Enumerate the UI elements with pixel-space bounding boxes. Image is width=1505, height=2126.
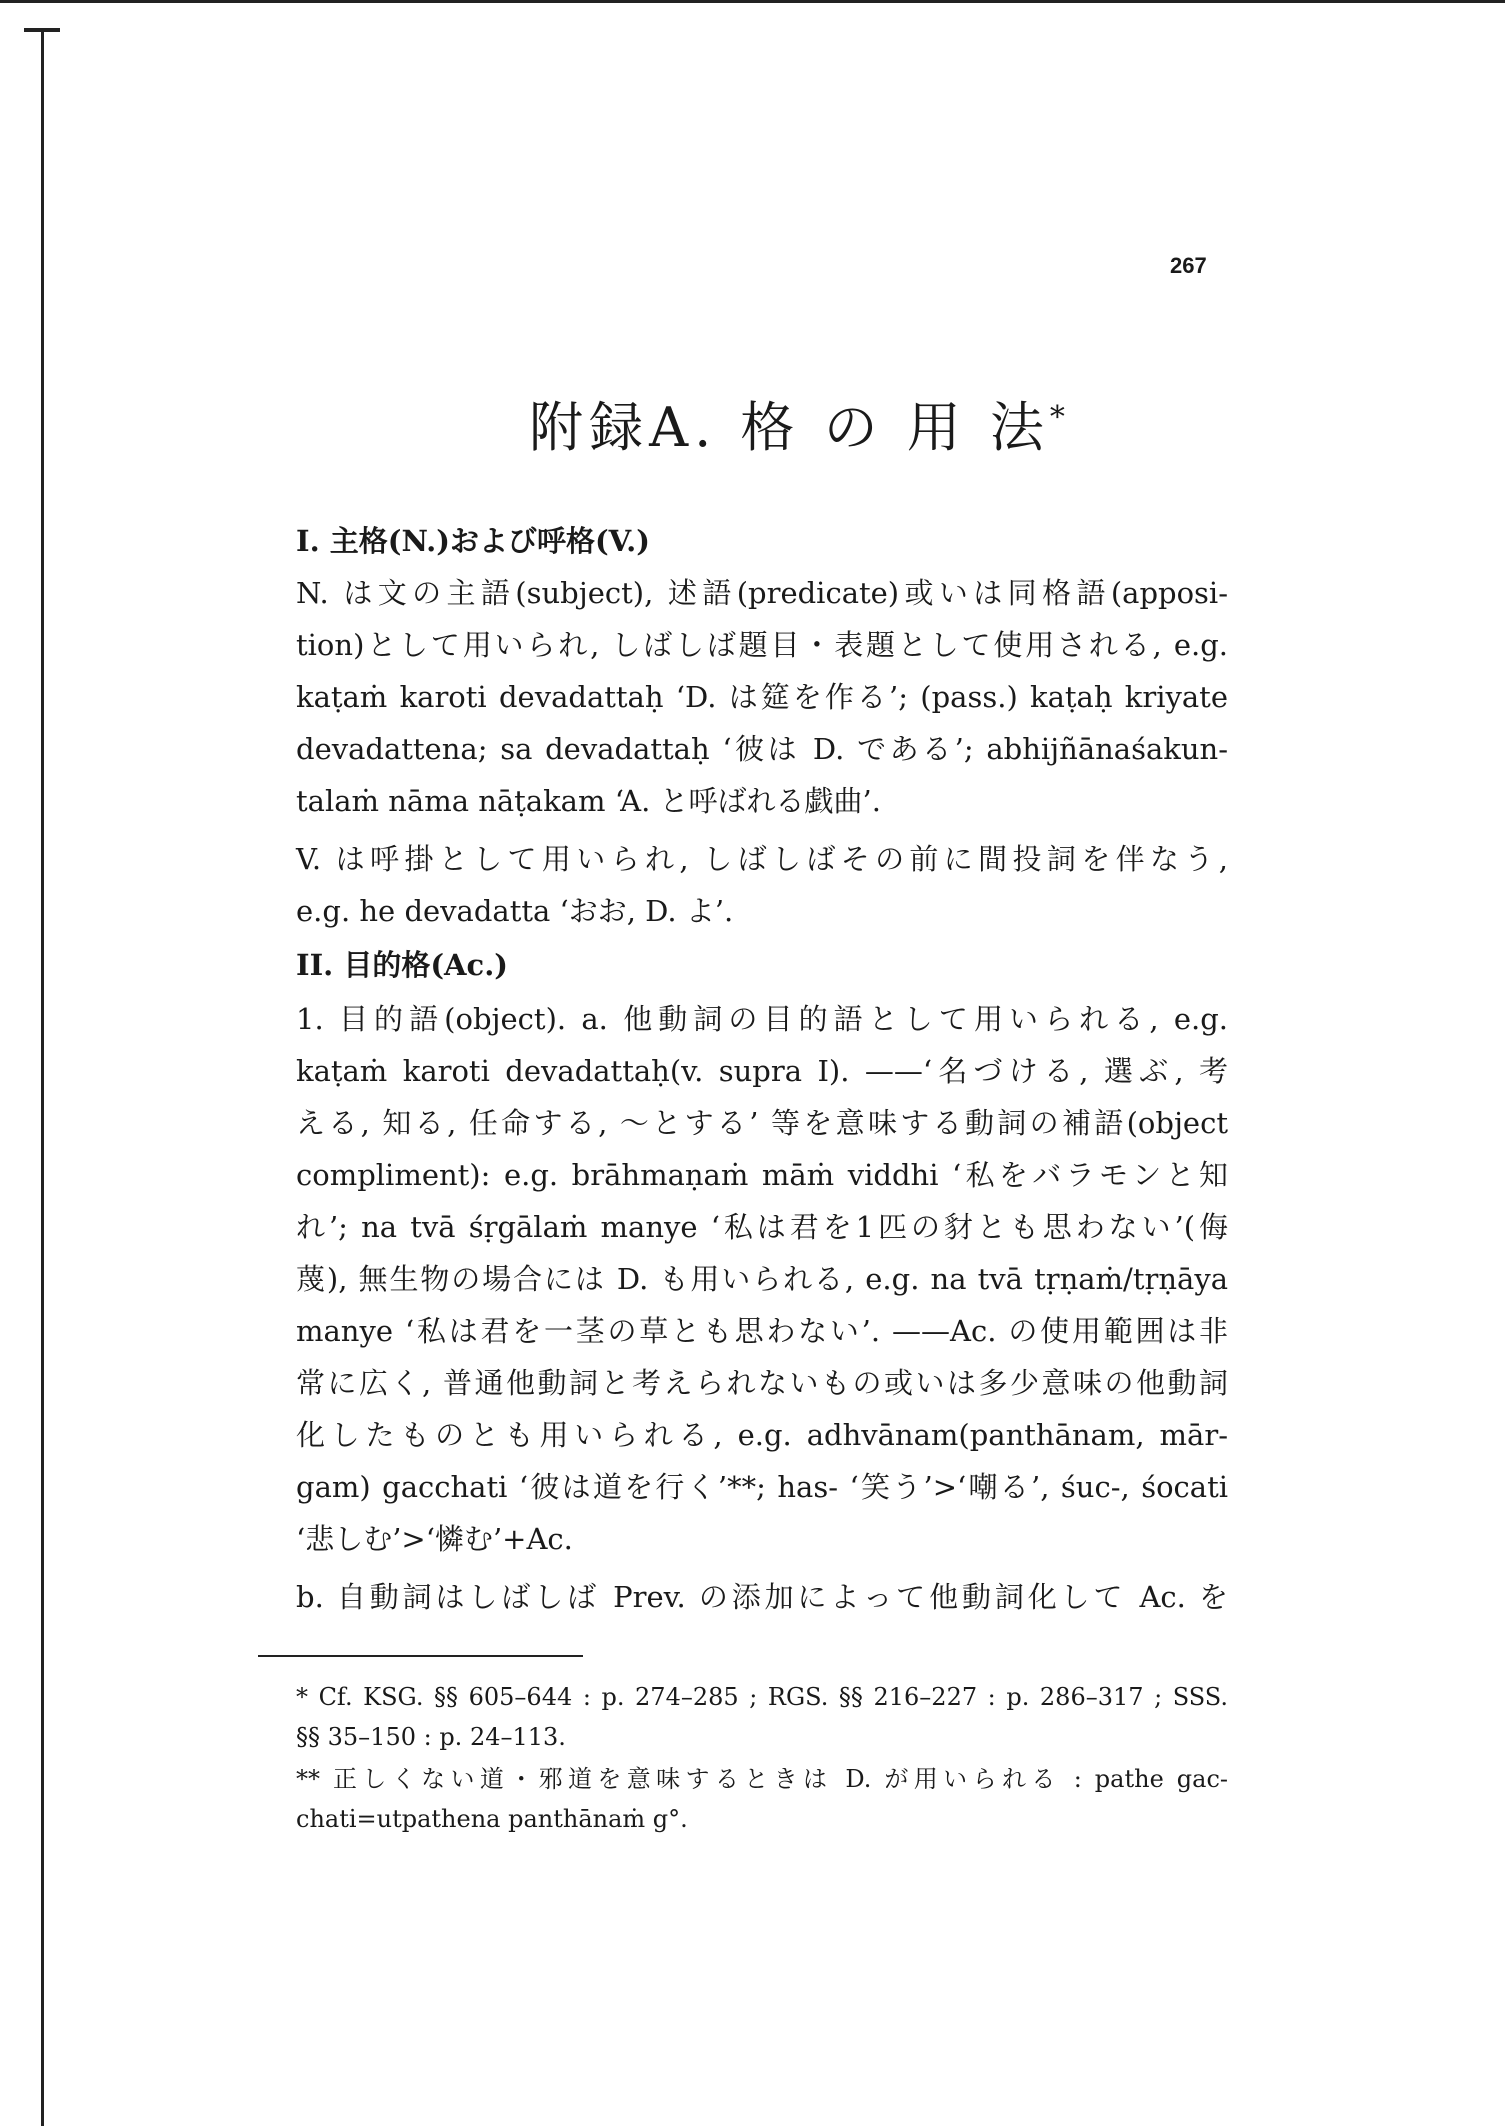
paragraph-2-line-1: V. は呼掛として用いられ, しばしばその前に間投詞を伴なう, (296, 842, 1228, 876)
section-heading-1: I. 主格(N.)および呼格(V.) (296, 524, 650, 558)
paragraph-1-line-2: tion)として用いられ, しばしば題目・表題として使用される, e.g. (296, 628, 1228, 662)
page-number: 267 (1170, 253, 1207, 278)
page-title-text: 附録A. 格 の 用 法 (529, 396, 1050, 459)
paragraph-3-line-5: れ’; na tvā śṛgālaṁ manye ‘私は君を1匹の豺とも思わない’(侮 (296, 1210, 1228, 1244)
paragraph-1-line-3: kaṭaṁ karoti devadattaḥ ‘D. は筵を作る’; (pass.) kaṭaḥ kriyate (296, 680, 1228, 714)
left-border-tick (24, 28, 60, 32)
paragraph-3-line-1: 1. 目的語(object). a. 他動詞の目的語として用いられる, e.g. (296, 1002, 1228, 1036)
paragraph-3-line-3: える, 知る, 任命する, ～とする’ 等を意味する動詞の補語(object (296, 1106, 1228, 1140)
section-heading-2: II. 目的格(Ac.) (296, 948, 509, 982)
paragraph-3-line-6: 蔑), 無生物の場合には D. も用いられる, e.g. na tvā tṛṇaṁ/tṛṇāya (296, 1262, 1228, 1296)
paragraph-3-line-9: 化したものとも用いられる, e.g. adhvānam(panthānam, mār- (296, 1418, 1228, 1452)
paragraph-3-line-11: ‘悲しむ’>‘憐む’+Ac. (296, 1522, 573, 1556)
paragraph-1-line-1: N. は文の主語(subject), 述語(predicate)或いは同格語(apposi- (296, 576, 1228, 610)
footnote-1-line-2: §§ 35–150 : p. 24–113. (296, 1723, 566, 1751)
footnote-2-line-1: ** 正しくない道・邪道を意味するときは D. が用いられる : pathe gac- (296, 1765, 1228, 1793)
paragraph-1-line-5: talaṁ nāma nāṭakam ‘A. と呼ばれる戯曲’. (296, 784, 881, 818)
paragraph-3-line-10: gam) gacchati ‘彼は道を行く’**; has- ‘笑う’>‘嘲る’, śuc-, śocati (296, 1470, 1228, 1504)
footnote-1-line-1: * Cf. KSG. §§ 605–644 : p. 274–285 ; RGS. §§ 216–227 : p. 286–317 ; SSS. (296, 1683, 1228, 1711)
paragraph-3-line-8: 常に広く, 普通他動詞と考えられないもの或いは多少意味の他動詞 (296, 1366, 1228, 1400)
paragraph-3-line-2: kaṭaṁ karoti devadattaḥ(v. supra I). ——‘名づける, 選ぶ, 考 (296, 1054, 1228, 1088)
paragraph-2-line-2: e.g. he devadatta ‘おお, D. よ’. (296, 894, 734, 928)
paragraph-3-line-4: compliment): e.g. brāhmaṇaṁ māṁ viddhi ‘私をバラモンと知 (296, 1158, 1228, 1192)
title-footnote-mark: * (1049, 400, 1071, 435)
footnote-2-line-2: chati=utpathena panthānaṁ g°. (296, 1805, 688, 1833)
left-border-rule (41, 28, 44, 2126)
paragraph-3-line-7: manye ‘私は君を一茎の草とも思わない’. ——Ac. の使用範囲は非 (296, 1314, 1228, 1348)
footnote-divider (258, 1655, 583, 1657)
page-title (300, 385, 1300, 462)
paragraph-4-line-1: b. 自動詞はしばしば Prev. の添加によって他動詞化して Ac. を (296, 1580, 1228, 1614)
paragraph-1-line-4: devadattena; sa devadattaḥ ‘彼は D. である’; abhijñānaśakun- (296, 732, 1228, 766)
top-border-rule (0, 0, 1505, 3)
